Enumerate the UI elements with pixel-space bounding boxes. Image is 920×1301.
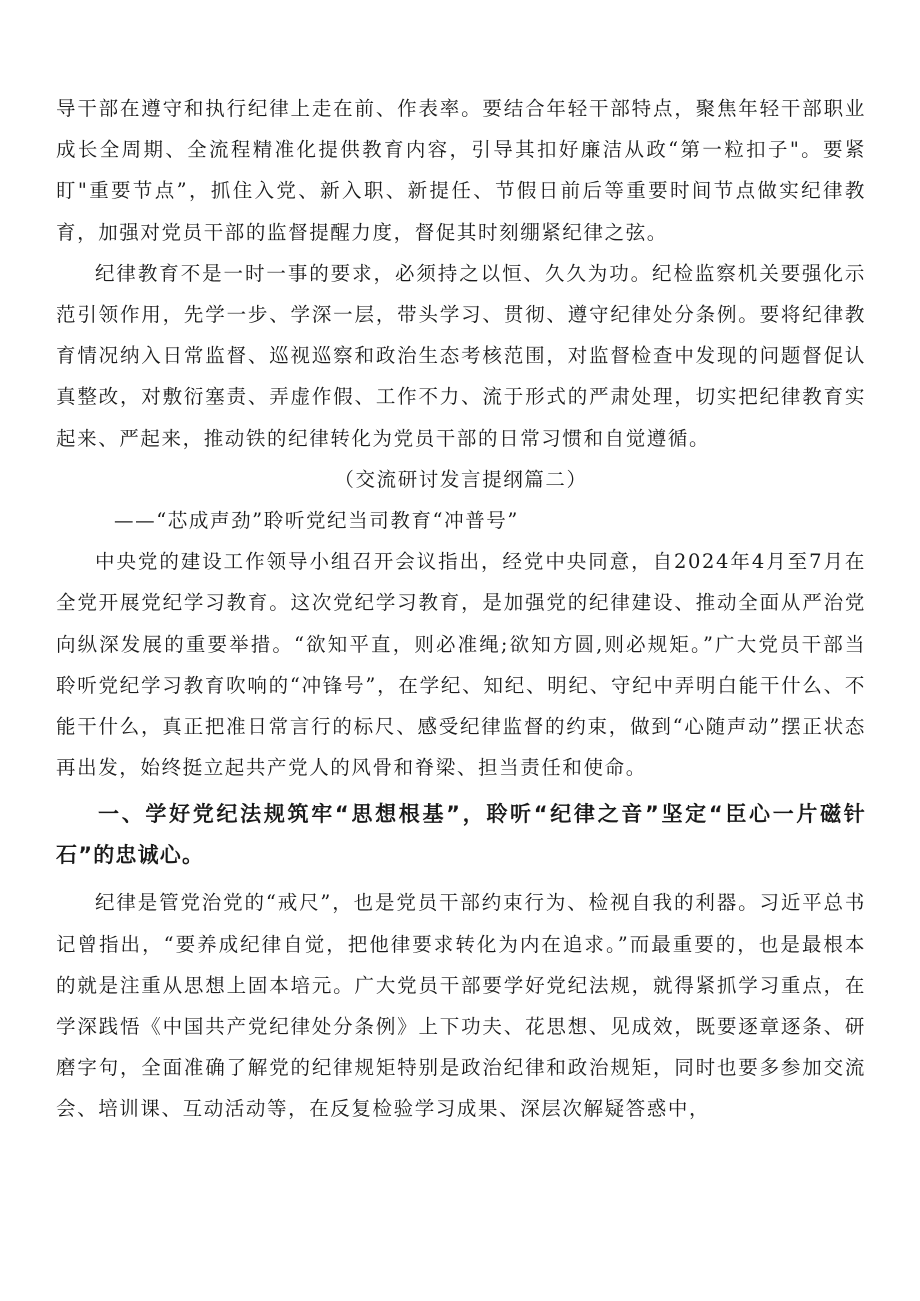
document-page [56,88,866,1130]
paragraph-discipline-ruler: 纪律是管党治党的“戒尺”，也是党员干部约束行为、检视自我的利器。习近平总书记曾指出，“要养成纪律自觉，把他律要求转化为内在追求。”而最重要的，也是最根本的就是注重从思想上固本培元。广大党员干部要学好党纪法规，就得紧抓学习重点，在学深践悟《中国共产党纪律处分条例》上下功夫、花思想、见成效，既要逐章逐条、研磨字句，全面准确了解党的纪律规矩特别是政治纪律和政治规矩，同时也要多参加交流会、培训课、互动活动等，在反复检验学习成果、深层次解疑答惑中， [56,891,866,1121]
paragraph-introduction: 中央党的建设工作领导小组召开会议指出，经党中央同意，自2024年4月至7月在全党开展党纪学习教育。这次党纪学习教育，是加强党的纪律建设、推动全面从严治党向纵深发展的重要举措。“欲知平直，则必准绳;欲知方圆,则必规矩。”广大党员干部当聆听党纪学习教育吹响的“冲锋号”，在学纪、知纪、明纪、守纪中弄明白能干什么、不能干什么，真正把准日常言行的标尺、感受纪律监督的约束，做到“心随声动”摆正状态再出发，始终挺立起共产党人的风骨和脊梁、担当责任和使命。 [56,550,866,780]
paragraph-discipline-education: 纪律教育不是一时一事的要求，必须持之以恒、久久为功。纪检监察机关要强化示范引领作用，先学一步、学深一层，带头学习、贯彻、遵守纪律处分条例。要将纪律教育情况纳入日常监督、巡视巡察和政治生态考核范围，对监督检查中发现的问题督促认真整改，对敷衍塞责、弄虚作假、工作不力、流于形式的严肃处理，切实把纪律教育实起来、严起来，推动铁的纪律转化为党员干部的日常习惯和自觉遵循。 [56,261,866,450]
section-subtitle: ——“芯成声劲”聆听党纪当司教育“冲普号” [114,509,519,533]
paragraph-continued: 导干部在遵守和执行纪律上走在前、作表率。要结合年轻干部特点，聚焦年轻干部职业成长全周期、全流程精准化提供教育内容，引导其扣好廉洁从政“第一粒扣子"。要紧盯"重要节点”，抓住入党、新入职、新提任、节假日前后等重要时间节点做实纪律教育，加强对党员干部的监督提醒力度，督促其时刻绷紧纪律之弦。 [56,97,866,244]
section-title: （交流研讨发言提纲篇二） [334,467,588,491]
heading-one: 一、学好党纪法规筑牢“思想根基”，聆听“纪律之音”坚定“臣心一片磁针石”的忠诚心。 [56,802,866,868]
